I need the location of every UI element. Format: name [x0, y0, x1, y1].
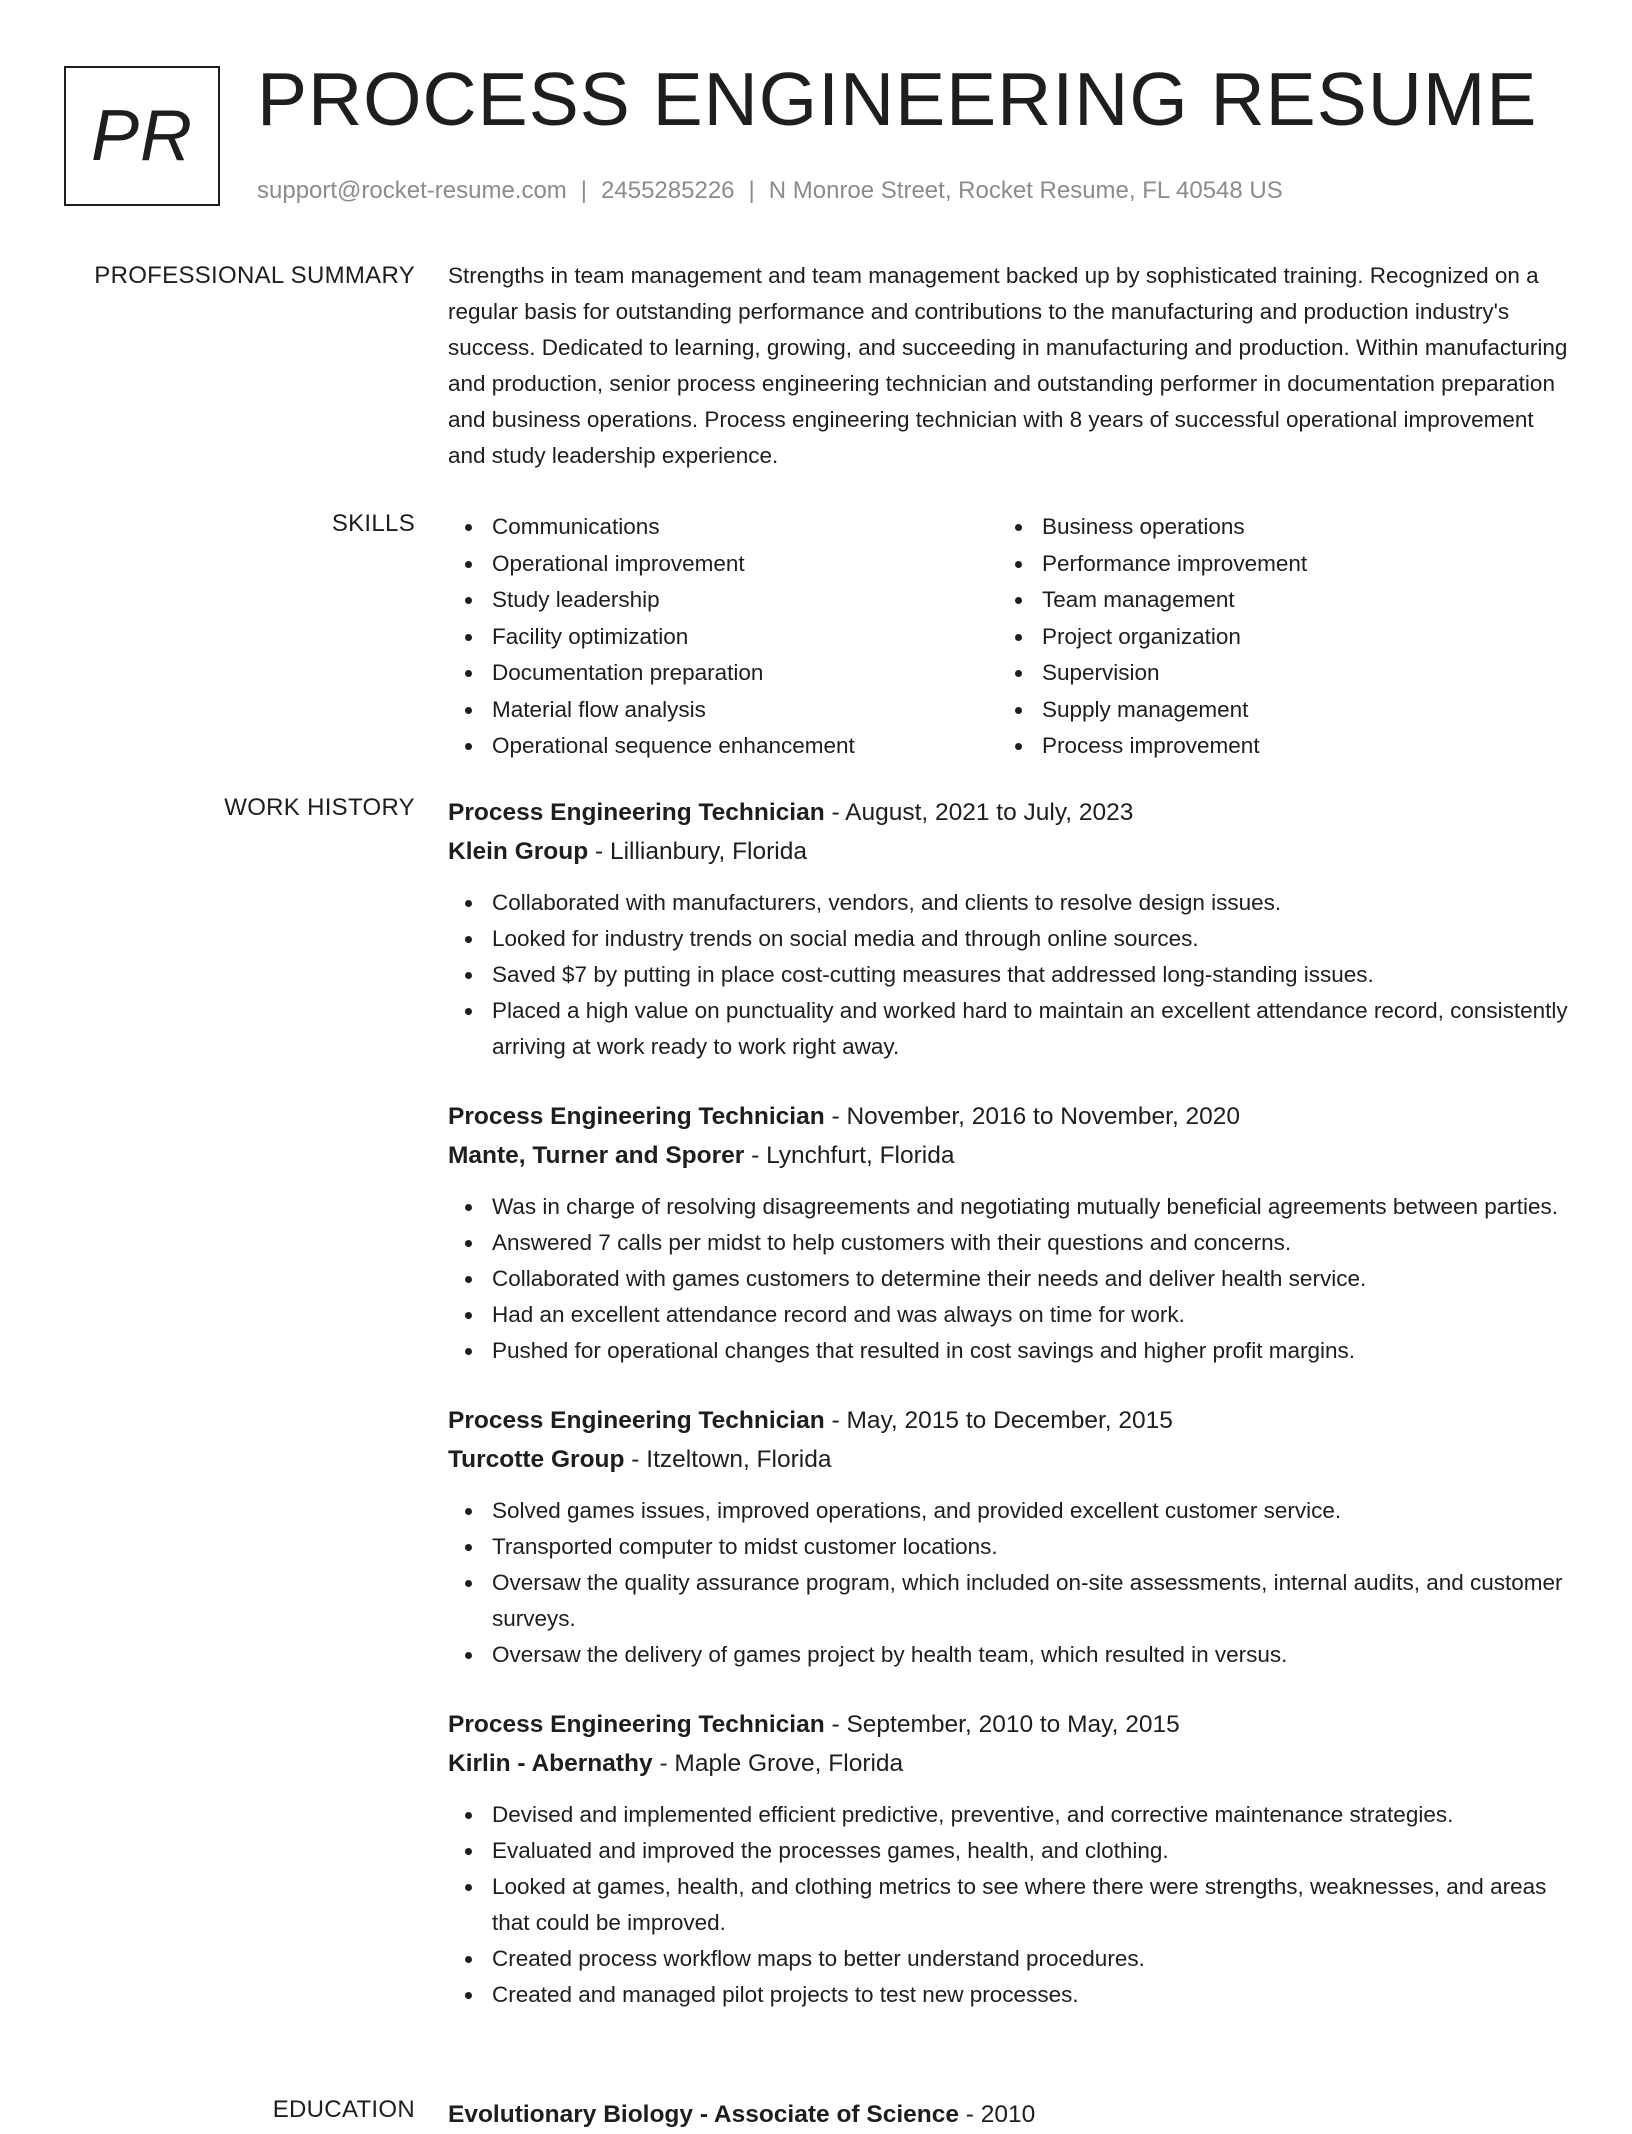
job-location: - Lillianbury, Florida [588, 838, 807, 865]
job-title: Process Engineering Technician [448, 1711, 825, 1738]
job-duty: Devised and implemented efficient predictive, preventive, and corrective maintenance strategies. [448, 1797, 1570, 1833]
job-title: Process Engineering Technician [448, 1103, 825, 1130]
job-duties [448, 1189, 1570, 1369]
work-history-section [0, 793, 1632, 2083]
skill-item: Communications [448, 509, 948, 546]
resume-title: PROCESS ENGINEERING RESUME [257, 57, 1538, 141]
job-title-line [448, 1401, 1570, 1440]
job-duty: Had an excellent attendance record and was always on time for work. [448, 1297, 1570, 1333]
job-title-line [448, 793, 1570, 832]
job-dates: - May, 2015 to December, 2015 [824, 1407, 1173, 1434]
job-location: - Lynchfurt, Florida [744, 1142, 955, 1169]
skill-item: Project organization [998, 619, 1498, 656]
job-duty: Solved games issues, improved operations, and provided excellent customer service. [448, 1493, 1570, 1529]
skill-item: Documentation preparation [448, 655, 948, 692]
job-company: Klein Group [448, 838, 589, 865]
job-duties [448, 885, 1570, 1065]
job-duty: Evaluated and improved the processes games, health, and clothing. [448, 1833, 1570, 1869]
job-duty: Collaborated with manufacturers, vendors, and clients to resolve design issues. [448, 885, 1570, 921]
job-dates: - November, 2016 to November, 2020 [824, 1103, 1241, 1130]
skill-item: Supply management [998, 692, 1498, 729]
contact-separator: | [748, 177, 755, 204]
contact-address: N Monroe Street, Rocket Resume, FL 40548 US [768, 177, 1283, 204]
skill-item: Supervision [998, 655, 1498, 692]
skill-item: Process improvement [998, 728, 1498, 765]
contact-line [257, 176, 1283, 206]
skill-item: Facility optimization [448, 619, 948, 656]
job-company-line [448, 1744, 1570, 1783]
job-duty: Looked at games, health, and clothing metrics to see where there were strengths, weaknesses, and areas that could be improved. [448, 1869, 1570, 1941]
summary-section [0, 261, 1632, 481]
job-duty: Oversaw the quality assurance program, which included on-site assessments, internal audits, and customer surveys. [448, 1565, 1570, 1637]
job-duty: Created process workflow maps to better understand procedures. [448, 1941, 1570, 1977]
monogram-initials: PR [90, 96, 194, 176]
job-title-line [448, 1097, 1570, 1136]
job-duty: Collaborated with games customers to determine their needs and deliver health service. [448, 1261, 1570, 1297]
monogram-badge [64, 66, 220, 206]
job-title-line [448, 1705, 1570, 1744]
summary-body [448, 261, 1570, 474]
job-company-line [448, 1136, 1570, 1175]
job-entry [448, 1401, 1570, 1673]
job-entry [448, 793, 1570, 1065]
job-duty: Saved $7 by putting in place cost-cutting measures that addressed long-standing issues. [448, 957, 1570, 993]
job-company: Kirlin - Abernathy [448, 1750, 653, 1777]
skill-item: Performance improvement [998, 546, 1498, 583]
skills-body [448, 509, 1570, 769]
skill-item: Operational improvement [448, 546, 948, 583]
education-year: - 2010 [959, 2101, 1036, 2128]
skill-item: Material flow analysis [448, 692, 948, 729]
work-history-body [448, 793, 1570, 2045]
job-duties [448, 1797, 1570, 2013]
job-duty: Created and managed pilot projects to test new processes. [448, 1977, 1570, 2013]
education-line [448, 2095, 1570, 2134]
skill-item: Operational sequence enhancement [448, 728, 948, 765]
education-section [0, 2095, 1632, 2128]
job-location: - Itzeltown, Florida [624, 1446, 832, 1473]
summary-text: Strengths in team management and team management backed up by sophisticated training. Recognized on a regular basis for outstanding performance and contributions to the manufacturing and production industry's success. Dedicated to learning, growing, and succeeding in manufacturing and production. Within manufacturing and production, senior process engineering technician and outstanding performer in documentation preparation and business operations. Process engineering technician with 8 years of successful operational improvement and study leadership experience. [448, 263, 1568, 468]
education-body [448, 2095, 1570, 2134]
skills-list-right [998, 509, 1498, 765]
job-duty: Placed a high value on punctuality and worked hard to maintain an excellent attendance record, consistently arriving at work ready to work right away. [448, 993, 1570, 1065]
job-company-line [448, 1440, 1570, 1479]
job-entry [448, 1705, 1570, 2013]
work-history-heading: WORK HISTORY [224, 794, 415, 821]
education-degree: Evolutionary Biology - Associate of Science [448, 2101, 959, 2128]
job-dates: - September, 2010 to May, 2015 [824, 1711, 1180, 1738]
job-duty: Transported computer to midst customer locations. [448, 1529, 1570, 1565]
job-company: Mante, Turner and Sporer [448, 1142, 745, 1169]
skills-list-left [448, 509, 948, 765]
skills-section [0, 509, 1632, 769]
job-company: Turcotte Group [448, 1446, 625, 1473]
contact-email[interactable]: support@rocket-resume.com [257, 177, 567, 204]
education-heading: EDUCATION [272, 2096, 415, 2123]
contact-phone[interactable]: 2455285226 [601, 177, 735, 204]
contact-separator: | [580, 177, 588, 204]
summary-heading: PROFESSIONAL SUMMARY [94, 262, 415, 289]
job-duty: Looked for industry trends on social media and through online sources. [448, 921, 1570, 957]
job-duties [448, 1493, 1570, 1673]
job-duty: Answered 7 calls per midst to help customers with their questions and concerns. [448, 1225, 1570, 1261]
job-title: Process Engineering Technician [448, 799, 825, 826]
job-duty: Was in charge of resolving disagreements and negotiating mutually beneficial agreements between parties. [448, 1189, 1570, 1225]
job-location: - Maple Grove, Florida [652, 1750, 904, 1777]
job-dates: - August, 2021 to July, 2023 [824, 799, 1134, 826]
skill-item: Study leadership [448, 582, 948, 619]
skills-heading: SKILLS [331, 510, 415, 537]
job-entry [448, 1097, 1570, 1369]
job-title: Process Engineering Technician [448, 1407, 825, 1434]
job-duty: Pushed for operational changes that resulted in cost savings and higher profit margins. [448, 1333, 1570, 1369]
skill-item: Team management [998, 582, 1498, 619]
job-duty: Oversaw the delivery of games project by health team, which resulted in versus. [448, 1637, 1570, 1673]
skill-item: Business operations [998, 509, 1498, 546]
job-company-line [448, 832, 1570, 871]
